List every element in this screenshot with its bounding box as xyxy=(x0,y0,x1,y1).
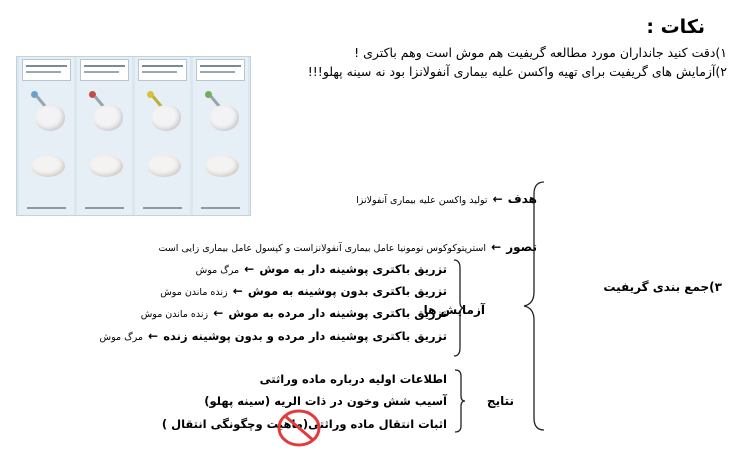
assumption-text: استرپتوکوکوس نومونیا عامل بیماری آنفولانزاست و کپسول عامل بیماری زایی است xyxy=(158,243,486,254)
results-brace xyxy=(453,368,467,434)
result-item: آسیب شش وخون در ذات الریه (سینه پهلو) xyxy=(204,394,447,408)
experiment-result: مرگ موش xyxy=(195,265,240,276)
goal-text: تولید واکسن علیه بیماری آنفولانزا xyxy=(356,195,488,206)
result-item: اثبات انتقال ماده وراثتی(ماهیت وچگونگی انتقال ) xyxy=(161,417,447,431)
summary-brace xyxy=(518,180,550,432)
experiment-text: تزریق باکتری پوشینه دار به موش xyxy=(259,262,447,276)
goal-label: هدف xyxy=(507,192,537,206)
griffith-experiment-figure xyxy=(16,56,251,216)
arrow-icon: ← xyxy=(491,240,502,254)
assumption-label: تصور xyxy=(506,240,537,254)
experiment-text: تزریق باکتری پوشینه دار مرده به موش xyxy=(228,306,447,320)
note-item-1: ۱)دقت کنید جانداران مورد مطالعه گریفیت هم موش است وهم باکتری ! xyxy=(354,45,727,60)
experiment-row xyxy=(160,280,447,299)
figure-panel-4 xyxy=(193,57,248,215)
experiment-result: زنده ماندن موش xyxy=(160,287,228,298)
goal-row xyxy=(356,188,537,207)
arrow-icon: ← xyxy=(492,192,503,206)
experiment-text: تزریق باکتری بدون پوشینه به موش xyxy=(247,284,447,298)
summary-label: ۳)جمع بندی گریفیت xyxy=(603,280,722,294)
figure-panel-3 xyxy=(135,57,190,215)
arrow-icon: ← xyxy=(244,262,255,276)
experiment-text: تزریق باکتری پوشینه دار مرده و بدون پوشینه زنده xyxy=(163,329,447,343)
figure-panel-1 xyxy=(19,57,74,215)
experiments-label: آزمایش ها xyxy=(423,303,485,317)
experiment-result: زنده ماندن موش xyxy=(140,309,209,320)
experiment-result: مرگ موش xyxy=(99,332,143,343)
experiment-row xyxy=(196,258,447,277)
arrow-icon: ← xyxy=(213,306,224,320)
arrow-icon: ← xyxy=(148,329,159,343)
experiment-row xyxy=(141,302,447,321)
results-label: نتایج xyxy=(486,394,514,408)
experiments-brace xyxy=(452,258,466,358)
prohibition-icon xyxy=(276,408,322,448)
result-item: اطلاعات اولیه درباره ماده وراثتی xyxy=(259,372,447,386)
assumption-row xyxy=(159,236,538,255)
figure-panel-2 xyxy=(77,57,132,215)
note-item-2: ۲)آزمایش های گریفیت برای تهیه واکسن علیه بیماری آنفولانزا بود نه سینه پهلو!!! xyxy=(307,64,727,79)
experiment-row xyxy=(100,325,448,344)
arrow-icon: ← xyxy=(232,284,243,298)
notes-title: نکات : xyxy=(646,16,705,38)
